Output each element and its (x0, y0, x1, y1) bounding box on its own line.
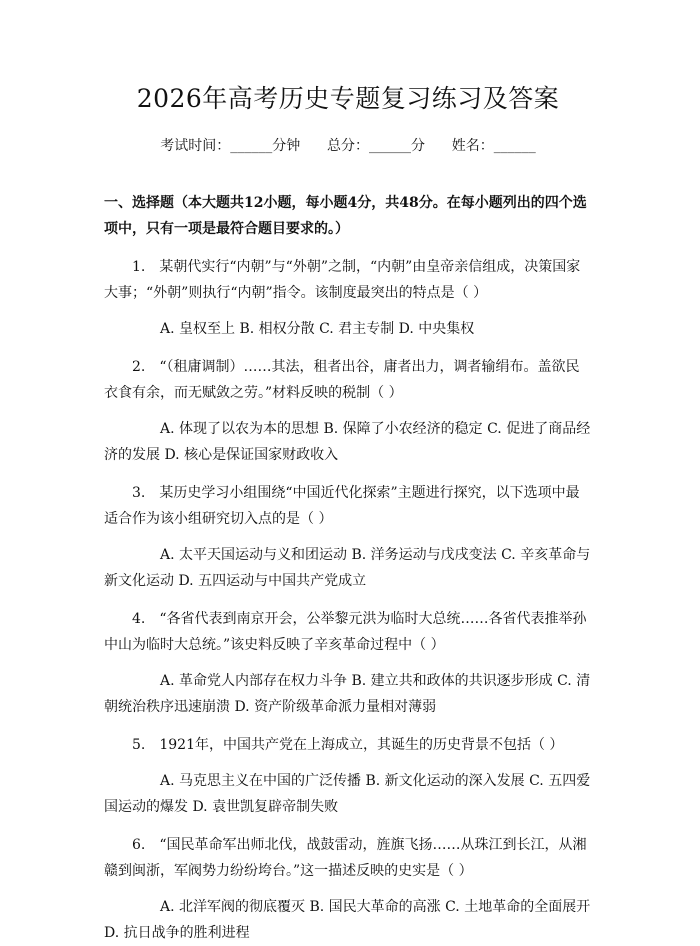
question-3-options: A. 太平天国运动与义和团运动 B. 洋务运动与戊戌变法 C. 辛亥革命与新文化运动 D. 五四运动与中国共产党成立 (104, 547, 591, 589)
time-blank: ______ (230, 138, 273, 154)
page-title: 2026年高考历史专题复习练习及答案 (136, 84, 560, 113)
time-label: 考试时间： (160, 138, 231, 154)
time-unit: 分钟 (272, 138, 301, 154)
name-label: 姓名： (451, 138, 494, 154)
question-1-options: A. 皇权至上 B. 相权分散 C. 君主专制 D. 中央集权 (160, 321, 475, 337)
question-4-options: A. 革命党人内部存在权力斗争 B. 建立共和政体的共识逐步形成 C. 清朝统治秩序迅速崩溃 D. 资产阶级革命派力量相对薄弱 (104, 673, 591, 715)
question-5-stem: 5. 1921年，中国共产党在上海成立，其诞生的历史背景不包括（ ） (132, 737, 564, 753)
question-1-stem: 1. 某朝代实行“内朝”与“外朝”之制，“内朝”由皇帝亲信组成，决策国家大事；“外朝”则执行“内朝”指令。该制度最突出的特点是（ ） (104, 259, 581, 301)
name-blank: ______ (493, 138, 536, 154)
score-unit: 分 (411, 138, 425, 154)
exam-info-line (104, 136, 592, 156)
question-5-options: A. 马克思主义在中国的广泛传播 B. 新文化运动的深入发展 C. 五四爱国运动的爆发 D. 袁世凯复辟帝制失败 (104, 773, 591, 815)
question-4-stem: 4. “各省代表到南京开会，公举黎元洪为临时大总统……各省代表推举孙中山为临时大总统。”该史料反映了辛亥革命过程中（ ） (104, 611, 587, 653)
question-2-options: A. 体现了以农为本的思想 B. 保障了小农经济的稳定 C. 促进了商品经济的发展 D. 核心是保证国家财政收入 (104, 421, 591, 463)
question-3-stem: 3. 某历史学习小组围绕“中国近代化探索”主题进行探究，以下选项中最适合作为该小组研究切入点的是（ ） (104, 485, 580, 527)
score-blank: ______ (369, 138, 411, 154)
question-6-stem: 6. “国民革命军出师北伐，战鼓雷动，旌旗飞扬……从珠江到长江，从湘赣到闽浙，军阀势力纷纷垮台。”这一描述反映的史实是（ ） (104, 837, 587, 879)
section-heading: 一、选择题（本大题共12小题，每小题4分，共48分。在每小题列出的四个选项中，只有一项是最符合题目要求的。） (104, 195, 587, 237)
score-label: 总分： (327, 138, 369, 154)
question-6-options: A. 北洋军阀的彻底覆灭 B. 国民大革命的高涨 C. 土地革命的全面展开 D. 抗日战争的胜利进程 (104, 899, 591, 941)
question-2-stem: 2. “（租庸调制）……其法，租者出谷，庸者出力，调者输绢布。盖欲民衣食有余，而无赋敛之劳。”材料反映的税制（ ） (104, 359, 580, 401)
